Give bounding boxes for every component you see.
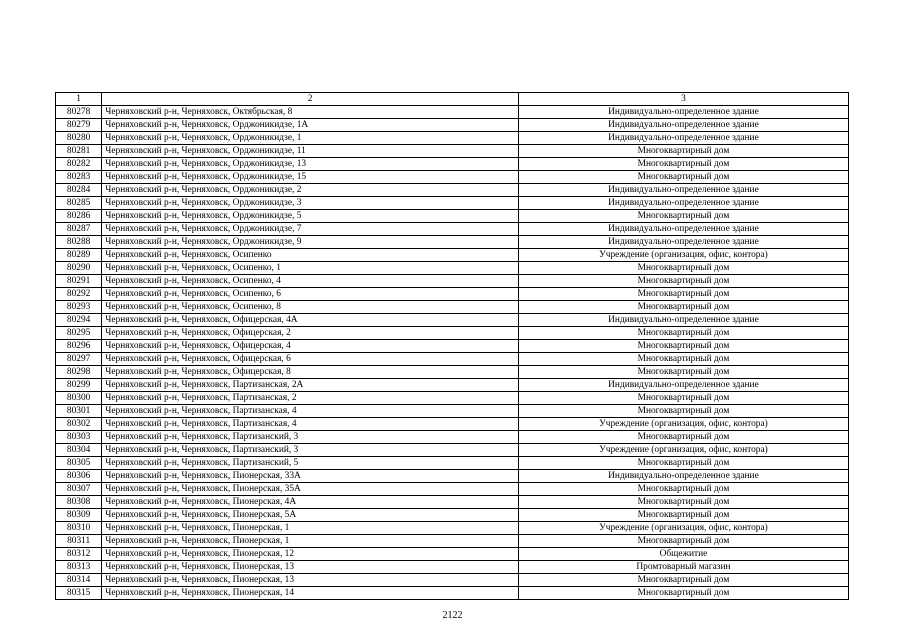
record-number-cell: 80306 (56, 470, 102, 483)
record-number-cell: 80291 (56, 275, 102, 288)
record-number-cell: 80311 (56, 535, 102, 548)
address-cell: Черняховский р-н, Черняховск, Пионерская, 12 (102, 548, 519, 561)
address-cell: Черняховский р-н, Черняховск, Орджоникидзе, 1А (102, 119, 519, 132)
address-cell: Черняховский р-н, Черняховск, Орджоникидзе, 1 (102, 132, 519, 145)
column-number-3: 3 (518, 93, 848, 106)
address-cell: Черняховский р-н, Черняховск, Осипенко, 8 (102, 301, 519, 314)
table-row (56, 119, 849, 132)
record-number-cell: 80294 (56, 314, 102, 327)
table-row (56, 275, 849, 288)
record-number-cell: 80309 (56, 509, 102, 522)
object-type-cell: Учреждение (организация, офис, контора) (518, 444, 848, 457)
object-type-cell: Многоквартирный дом (518, 327, 848, 340)
table-row (56, 210, 849, 223)
record-number-cell: 80310 (56, 522, 102, 535)
record-number-cell: 80307 (56, 483, 102, 496)
table-row (56, 171, 849, 184)
table-row (56, 262, 849, 275)
table-row (56, 431, 849, 444)
table-row (56, 353, 849, 366)
record-number-cell: 80315 (56, 587, 102, 600)
record-number-cell: 80314 (56, 574, 102, 587)
record-number-cell: 80299 (56, 379, 102, 392)
record-number-cell: 80303 (56, 431, 102, 444)
record-number-cell: 80302 (56, 418, 102, 431)
record-number-cell: 80280 (56, 132, 102, 145)
table-row (56, 327, 849, 340)
object-type-cell: Учреждение (организация, офис, контора) (518, 418, 848, 431)
object-type-cell: Индивидуально-определенное здание (518, 223, 848, 236)
record-number-cell: 80279 (56, 119, 102, 132)
record-number-cell: 80282 (56, 158, 102, 171)
table-row (56, 587, 849, 600)
address-cell: Черняховский р-н, Черняховск, Осипенко, 1 (102, 262, 519, 275)
table-row (56, 249, 849, 262)
record-number-cell: 80284 (56, 184, 102, 197)
address-cell: Черняховский р-н, Черняховск, Партизанская, 4 (102, 405, 519, 418)
object-type-cell: Многоквартирный дом (518, 431, 848, 444)
address-cell: Черняховский р-н, Черняховск, Офицерская, 6 (102, 353, 519, 366)
object-type-cell: Многоквартирный дом (518, 574, 848, 587)
object-type-cell: Многоквартирный дом (518, 405, 848, 418)
address-cell: Черняховский р-н, Черняховск, Офицерская, 8 (102, 366, 519, 379)
object-type-cell: Многоквартирный дом (518, 275, 848, 288)
address-cell: Черняховский р-н, Черняховск, Осипенко (102, 249, 519, 262)
object-type-cell: Многоквартирный дом (518, 353, 848, 366)
object-type-cell: Многоквартирный дом (518, 301, 848, 314)
table-row (56, 522, 849, 535)
object-type-cell: Индивидуально-определенное здание (518, 106, 848, 119)
object-type-cell: Многоквартирный дом (518, 535, 848, 548)
address-cell: Черняховский р-н, Черняховск, Пионерская, 1 (102, 535, 519, 548)
record-number-cell: 80312 (56, 548, 102, 561)
address-cell: Черняховский р-н, Черняховск, Пионерская, 35А (102, 483, 519, 496)
page-number: 2122 (442, 610, 463, 621)
object-type-cell: Многоквартирный дом (518, 483, 848, 496)
address-cell: Черняховский р-н, Черняховск, Орджоникидзе, 15 (102, 171, 519, 184)
address-cell: Черняховский р-н, Черняховск, Орджоникидзе, 5 (102, 210, 519, 223)
address-cell: Черняховский р-н, Черняховск, Пионерская, 13 (102, 561, 519, 574)
address-cell: Черняховский р-н, Черняховск, Партизанская, 4 (102, 418, 519, 431)
object-type-cell: Многоквартирный дом (518, 509, 848, 522)
column-number-row (56, 93, 849, 106)
column-number-1: 1 (56, 93, 102, 106)
object-type-cell: Индивидуально-определенное здание (518, 132, 848, 145)
table-row (56, 184, 849, 197)
table-row (56, 392, 849, 405)
object-type-cell: Учреждение (организация, офис, контора) (518, 249, 848, 262)
column-number-2: 2 (102, 93, 519, 106)
object-type-cell: Многоквартирный дом (518, 366, 848, 379)
record-number-cell: 80292 (56, 288, 102, 301)
address-cell: Черняховский р-н, Черняховск, Пионерская, 13 (102, 574, 519, 587)
object-type-cell: Многоквартирный дом (518, 392, 848, 405)
object-type-cell: Индивидуально-определенное здание (518, 197, 848, 210)
table-row (56, 470, 849, 483)
table-row (56, 145, 849, 158)
table-row (56, 223, 849, 236)
record-number-cell: 80295 (56, 327, 102, 340)
object-type-cell: Индивидуально-определенное здание (518, 379, 848, 392)
table-row (56, 288, 849, 301)
object-type-cell: Индивидуально-определенное здание (518, 314, 848, 327)
record-number-cell: 80297 (56, 353, 102, 366)
record-number-cell: 80293 (56, 301, 102, 314)
address-cell: Черняховский р-н, Черняховск, Октябрьская, 8 (102, 106, 519, 119)
table-row (56, 405, 849, 418)
record-number-cell: 80313 (56, 561, 102, 574)
object-type-cell: Многоквартирный дом (518, 210, 848, 223)
address-cell: Черняховский р-н, Черняховск, Орджоникидзе, 9 (102, 236, 519, 249)
record-number-cell: 80285 (56, 197, 102, 210)
object-type-cell: Многоквартирный дом (518, 496, 848, 509)
table-row (56, 158, 849, 171)
object-type-cell: Индивидуально-определенное здание (518, 184, 848, 197)
table-row (56, 301, 849, 314)
table-row (56, 132, 849, 145)
record-number-cell: 80290 (56, 262, 102, 275)
registry-table-body (56, 93, 849, 600)
object-type-cell: Многоквартирный дом (518, 158, 848, 171)
table-row (56, 236, 849, 249)
address-cell: Черняховский р-н, Черняховск, Пионерская, 1 (102, 522, 519, 535)
object-type-cell: Многоквартирный дом (518, 145, 848, 158)
table-row (56, 314, 849, 327)
address-cell: Черняховский р-н, Черняховск, Партизанский, 5 (102, 457, 519, 470)
record-number-cell: 80304 (56, 444, 102, 457)
record-number-cell: 80281 (56, 145, 102, 158)
record-number-cell: 80283 (56, 171, 102, 184)
table-row (56, 496, 849, 509)
record-number-cell: 80288 (56, 236, 102, 249)
address-cell: Черняховский р-н, Черняховск, Пионерская, 4А (102, 496, 519, 509)
record-number-cell: 80305 (56, 457, 102, 470)
object-type-cell: Многоквартирный дом (518, 340, 848, 353)
address-cell: Черняховский р-н, Черняховск, Пионерская, 14 (102, 587, 519, 600)
address-cell: Черняховский р-н, Черняховск, Пионерская, 33А (102, 470, 519, 483)
record-number-cell: 80300 (56, 392, 102, 405)
table-row (56, 379, 849, 392)
address-cell: Черняховский р-н, Черняховск, Офицерская, 2 (102, 327, 519, 340)
record-number-cell: 80287 (56, 223, 102, 236)
address-cell: Черняховский р-н, Черняховск, Офицерская, 4А (102, 314, 519, 327)
table-row (56, 197, 849, 210)
table-row (56, 444, 849, 457)
record-number-cell: 80296 (56, 340, 102, 353)
object-type-cell: Многоквартирный дом (518, 288, 848, 301)
object-type-cell: Индивидуально-определенное здание (518, 470, 848, 483)
record-number-cell: 80289 (56, 249, 102, 262)
object-type-cell: Многоквартирный дом (518, 262, 848, 275)
address-cell: Черняховский р-н, Черняховск, Партизанская, 2А (102, 379, 519, 392)
record-number-cell: 80278 (56, 106, 102, 119)
table-row (56, 561, 849, 574)
table-row (56, 366, 849, 379)
object-type-cell: Многоквартирный дом (518, 457, 848, 470)
address-cell: Черняховский р-н, Черняховск, Пионерская, 5А (102, 509, 519, 522)
object-type-cell: Общежитие (518, 548, 848, 561)
table-row (56, 483, 849, 496)
object-type-cell: Промтоварный магазин (518, 561, 848, 574)
record-number-cell: 80301 (56, 405, 102, 418)
registry-table (55, 92, 849, 600)
record-number-cell: 80286 (56, 210, 102, 223)
table-row (56, 457, 849, 470)
address-cell: Черняховский р-н, Черняховск, Партизанский, 3 (102, 431, 519, 444)
table-row (56, 106, 849, 119)
object-type-cell: Многоквартирный дом (518, 171, 848, 184)
table-row (56, 340, 849, 353)
address-cell: Черняховский р-н, Черняховск, Осипенко, 6 (102, 288, 519, 301)
table-row (56, 548, 849, 561)
object-type-cell: Индивидуально-определенное здание (518, 236, 848, 249)
address-cell: Черняховский р-н, Черняховск, Партизанский, 3 (102, 444, 519, 457)
record-number-cell: 80308 (56, 496, 102, 509)
table-row (56, 574, 849, 587)
object-type-cell: Учреждение (организация, офис, контора) (518, 522, 848, 535)
table-row (56, 509, 849, 522)
address-cell: Черняховский р-н, Черняховск, Орджоникидзе, 3 (102, 197, 519, 210)
address-cell: Черняховский р-н, Черняховск, Орджоникидзе, 11 (102, 145, 519, 158)
address-cell: Черняховский р-н, Черняховск, Орджоникидзе, 7 (102, 223, 519, 236)
object-type-cell: Многоквартирный дом (518, 587, 848, 600)
table-row (56, 535, 849, 548)
address-cell: Черняховский р-н, Черняховск, Партизанская, 2 (102, 392, 519, 405)
address-cell: Черняховский р-н, Черняховск, Осипенко, 4 (102, 275, 519, 288)
table-row (56, 418, 849, 431)
object-type-cell: Индивидуально-определенное здание (518, 119, 848, 132)
address-cell: Черняховский р-н, Черняховск, Орджоникидзе, 2 (102, 184, 519, 197)
address-cell: Черняховский р-н, Черняховск, Орджоникидзе, 13 (102, 158, 519, 171)
record-number-cell: 80298 (56, 366, 102, 379)
address-cell: Черняховский р-н, Черняховск, Офицерская, 4 (102, 340, 519, 353)
